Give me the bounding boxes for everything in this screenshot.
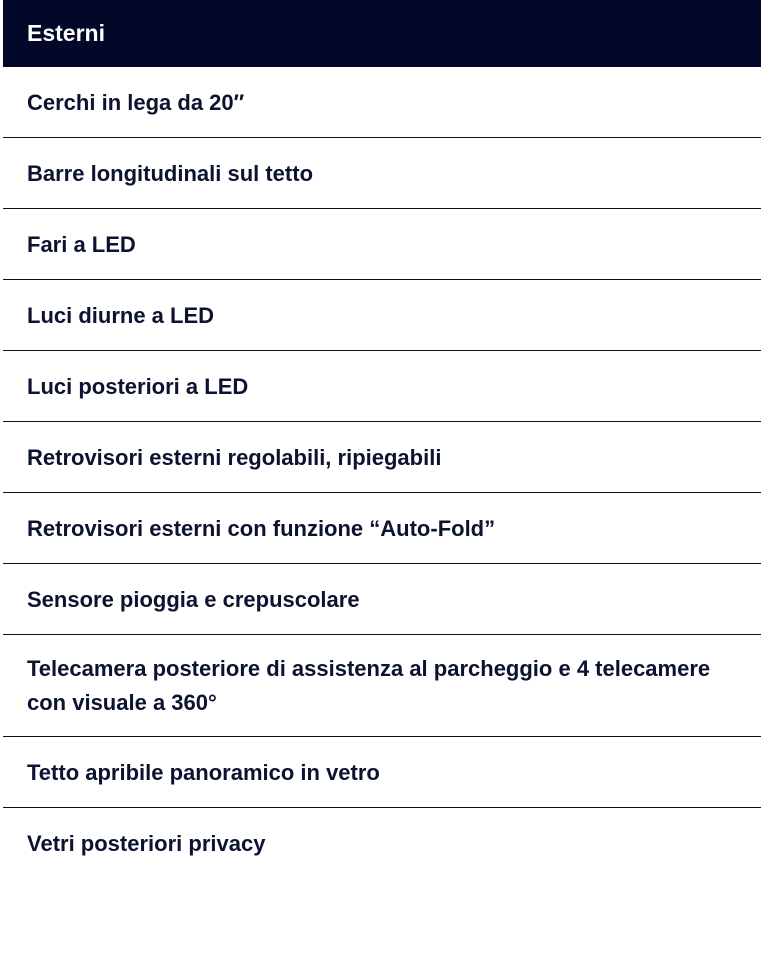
feature-label: Sensore pioggia e crepuscolare [27, 586, 360, 612]
feature-label: Retrovisori esterni regolabili, ripiegabili [27, 444, 442, 470]
feature-item [3, 564, 761, 635]
feature-item [3, 737, 761, 808]
feature-item [3, 808, 761, 879]
feature-label: Barre longitudinali sul tetto [27, 160, 314, 186]
feature-item [3, 493, 761, 564]
feature-item [3, 351, 761, 422]
section-title: Esterni [27, 20, 105, 46]
feature-item [3, 67, 761, 138]
feature-label: Telecamera posteriore di assistenza al parcheggio e 4 telecamere con visuale a 360° [27, 656, 711, 715]
feature-label: Fari a LED [27, 231, 136, 257]
feature-item [3, 280, 761, 351]
feature-item [3, 209, 761, 280]
feature-list [3, 67, 761, 879]
feature-item [3, 635, 761, 737]
feature-label: Tetto apribile panoramico in vetro [27, 759, 380, 785]
feature-label: Luci diurne a LED [27, 302, 215, 328]
features-panel [3, 0, 761, 879]
feature-label: Luci posteriori a LED [27, 373, 249, 399]
feature-label: Cerchi in lega da 20″ [27, 89, 245, 115]
feature-item [3, 422, 761, 493]
section-header [3, 0, 761, 67]
feature-label: Vetri posteriori privacy [27, 831, 266, 856]
feature-item [3, 138, 761, 209]
feature-label: Retrovisori esterni con funzione “Auto-Fold” [27, 515, 496, 541]
